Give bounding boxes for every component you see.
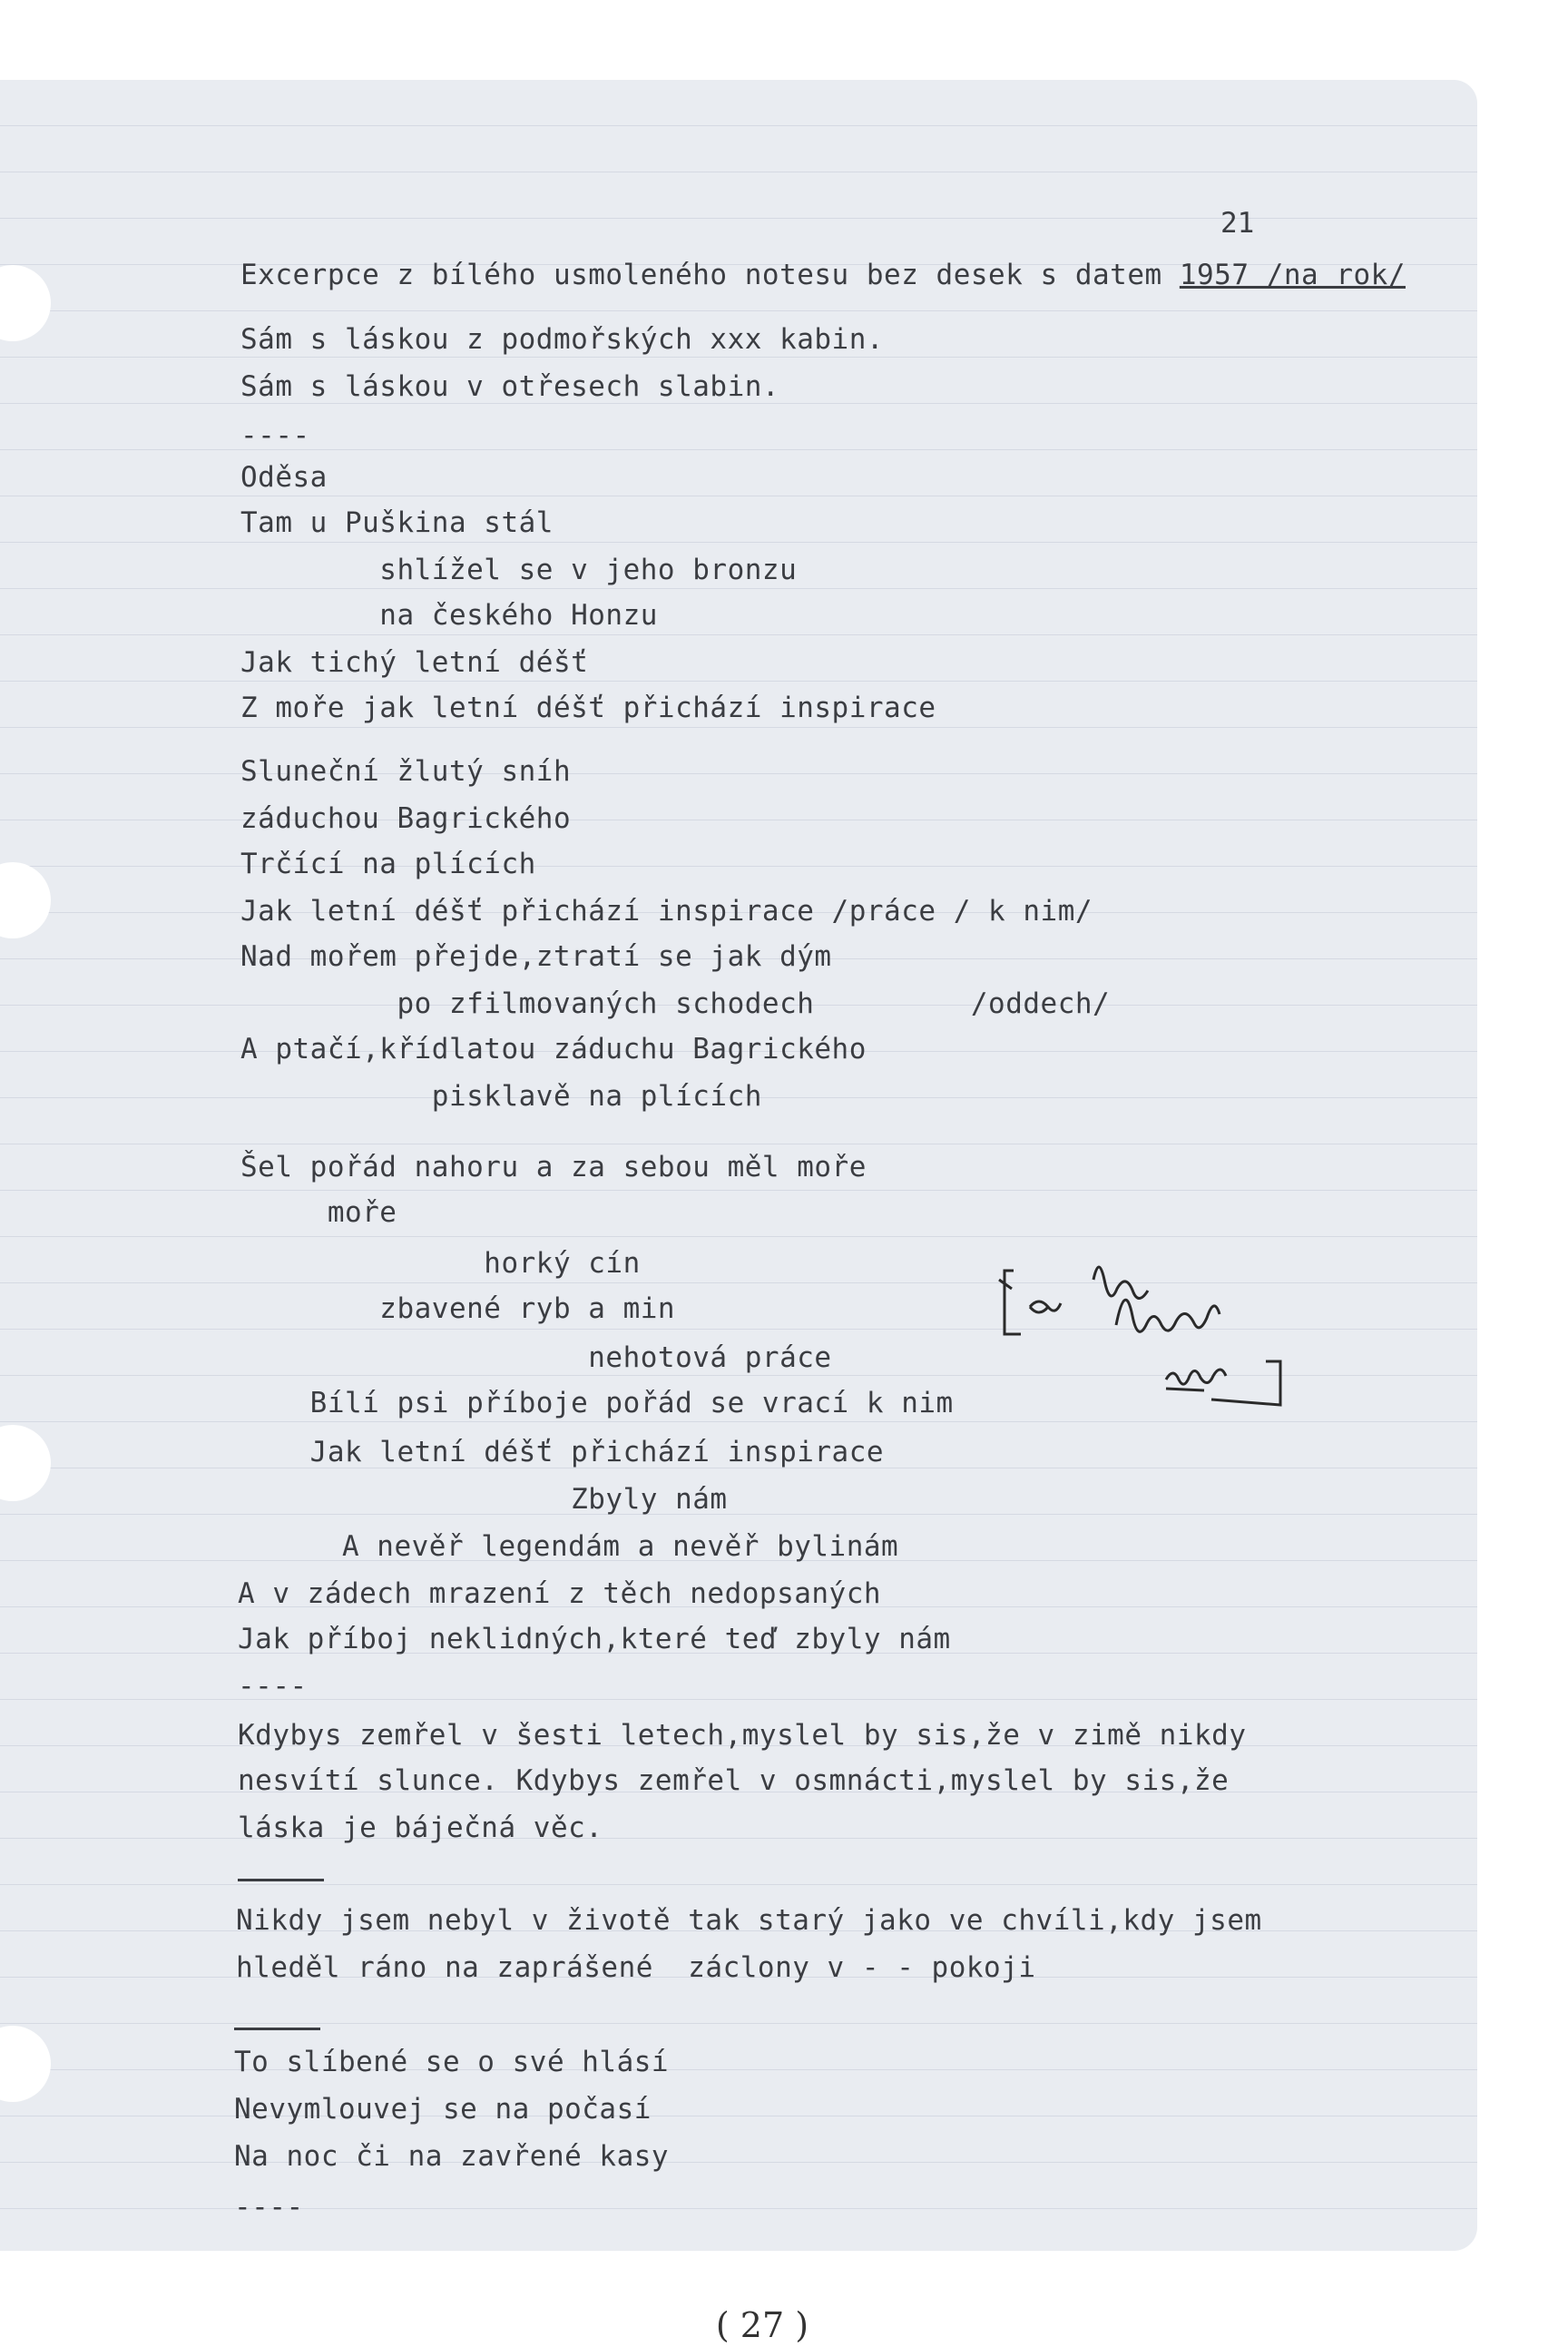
text-line: Jak letní déšť přichází inspirace /práce / k nim/ xyxy=(240,895,1093,928)
text-line: láska je báječná věc. xyxy=(238,1812,603,1844)
footer-page-number: ( 27 ) xyxy=(715,2305,809,2345)
text-line: Oděsa xyxy=(240,461,328,494)
text-line: Šel pořád nahoru a za sebou měl moře xyxy=(240,1151,867,1183)
text-line: Nad mořem přejde,ztratí se jak dým xyxy=(240,940,832,973)
text-line: na českého Honzu xyxy=(240,599,658,632)
document-heading: Excerpce z bílého usmoleného notesu bez desek s datem 1957 /na rok/ xyxy=(240,259,1406,291)
text-line: Nikdy jsem nebyl v životě tak starý jako ve chvíli,kdy jsem xyxy=(236,1904,1262,1937)
text-line: Jak tichý letní déšť xyxy=(240,646,589,679)
separator-rule xyxy=(238,1879,324,1881)
text-line: Nevymlouvej se na počasí xyxy=(234,2093,652,2126)
text-line: hleděl ráno na zaprášené záclony v - - pokoji xyxy=(236,1951,1036,1984)
text-line: nehotová práce xyxy=(240,1341,832,1374)
heading-date: 1957 /na rok/ xyxy=(1179,259,1406,291)
text-line: Z moře jak letní déšť přichází inspirace xyxy=(240,692,936,724)
page-number: 21 xyxy=(1220,207,1255,240)
text-line: Na noc či na zavřené kasy xyxy=(234,2140,670,2173)
text-line: zbavené ryb a min xyxy=(240,1292,676,1325)
text-line: A ptačí,křídlatou záduchu Bagrického xyxy=(240,1033,867,1065)
text-line: Jak příboj neklidných,které teď zbyly nám xyxy=(238,1623,951,1655)
text-line: po zfilmovaných schodech /oddech/ xyxy=(240,987,1111,1020)
handwritten-note-text: [a plné fluidních min] xyxy=(994,1243,1006,1244)
separator-rule xyxy=(234,2028,320,2030)
text-line: A v zádech mrazení z těch nedopsaných xyxy=(238,1577,882,1610)
text-line: horký cín xyxy=(240,1247,641,1280)
text-line: záduchou Bagrického xyxy=(240,802,572,835)
text-line: ---- xyxy=(234,2191,304,2224)
text-line: Kdybys zemřel v šesti letech,myslel by sis,že v zimě nikdy xyxy=(238,1719,1247,1752)
text-line: Tam u Puškina stál xyxy=(240,506,554,539)
text-line: Trčící na plících xyxy=(240,848,536,880)
text-line: Bílí psi příboje pořád se vrací k nim xyxy=(240,1387,954,1419)
text-line: To slíbené se o své hlásí xyxy=(234,2046,670,2078)
text-line: Sám s láskou v otřesech slabin. xyxy=(240,370,780,403)
handwritten-annotation xyxy=(994,1243,1357,1425)
text-line: nesvítí slunce. Kdybys zemřel v osmnácti,myslel by sis,že xyxy=(238,1764,1230,1797)
text-line: Sám s láskou z podmořských xxx kabin. xyxy=(240,323,885,356)
text-line: moře xyxy=(240,1196,397,1229)
text-line: Sluneční žlutý sníh xyxy=(240,755,572,788)
text-line: A nevěř legendám a nevěř bylinám xyxy=(238,1530,899,1563)
text-line: ---- xyxy=(238,1670,308,1703)
text-line: pisklavě na plících xyxy=(240,1080,762,1113)
text-line: shlížel se v jeho bronzu xyxy=(240,554,798,586)
text-line: Jak letní déšť přichází inspirace xyxy=(240,1436,885,1468)
text-line: ---- xyxy=(240,419,310,452)
text-line: Zbyly nám xyxy=(240,1483,728,1516)
